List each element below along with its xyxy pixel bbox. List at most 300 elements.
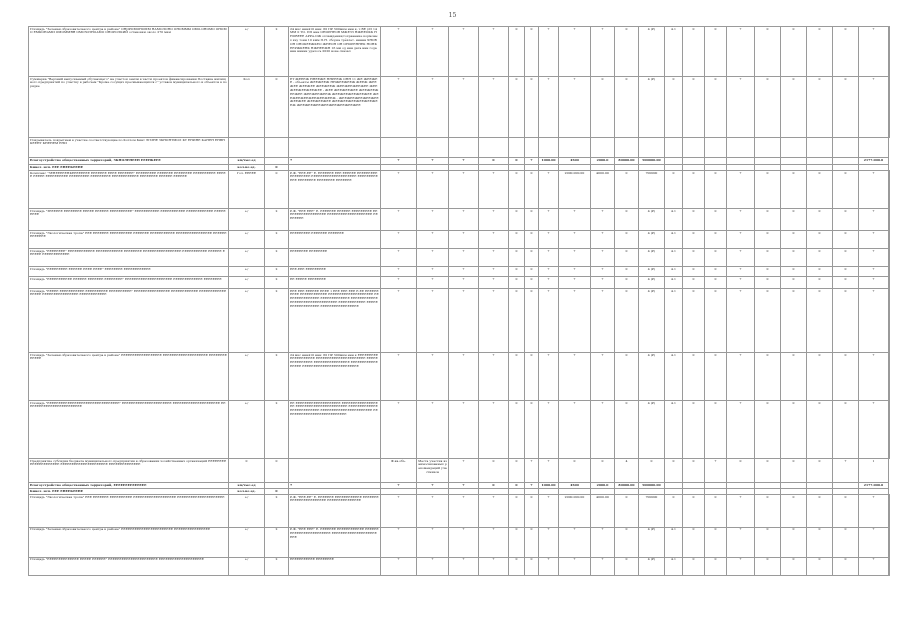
table-cell: 7: [859, 77, 889, 138]
table-cell: 0: [525, 27, 539, 77]
table-cell: 0: [665, 459, 683, 483]
table-cell: 0: [755, 249, 781, 267]
table-cell: 0: [525, 267, 539, 277]
table-cell: 0: [615, 27, 639, 77]
table-cell: 0: [615, 171, 639, 209]
table-cell: 0: [705, 289, 727, 353]
table-cell: 0: [705, 171, 727, 209]
table-cell: 2: [265, 249, 289, 267]
table-cell: 7: [727, 171, 755, 209]
table-cell: 7: [591, 289, 615, 353]
table-row: [29, 459, 890, 483]
table-cell: [889, 77, 890, 138]
table-cell: 7: [591, 557, 615, 575]
table-cell: 4.1: [665, 289, 683, 353]
table-cell: [289, 138, 381, 158]
table-cell: 2000.0: [591, 158, 615, 165]
table-cell: 0: [525, 401, 539, 459]
table-cell: 7: [417, 353, 449, 401]
table-row: [29, 27, 890, 77]
table-cell: 7: [727, 249, 755, 267]
table-cell: 7: [381, 158, 417, 165]
row-description: Площадь "ЕЕЕЕЕЕЕЕ" ЕЕЕЕЕЕЕЕЕЕЕЕ ЕЕЕЕЕЕЕЕЕЕЕЕ ЕЕЕЕЕЕЕЕ ЕЕЕЕЕЕЕЕЕЕЕЕЕЕЕЕЕ ЕЕЕЕЕЕЕЕЕЕЕ ЕЕЕЕЕЕ ЕЕЕЕЕЕ ЕЕЕЕЕЕЕЕЕЕЕЕ: [29, 249, 229, 267]
table-cell: 0: [755, 27, 781, 77]
table-cell: 2: [265, 231, 289, 249]
row-description: Площадь "Экологическая тропа" ЕЕЕ ЕЕЕЕЕЕЕ ЕЕЕЕЕЕЕЕЕЕ ЕЕЕЕЕЕЕЕЕЕЕЕЕЕЕЕЕЕЕ ЕЕЕЕЕЕЕЕЕЕЕЕЕЕЕЕЕЕЕЕЕ: [29, 495, 229, 528]
table-cell: 7: [417, 495, 449, 528]
table-cell: 2: [265, 209, 289, 231]
table-cell: +/: [229, 277, 265, 289]
table-cell: 0: [509, 459, 525, 483]
table-cell: [889, 171, 890, 209]
table-cell: 7: [539, 557, 559, 575]
table-cell: 0: [683, 277, 705, 289]
table-cell: 7: [417, 249, 449, 267]
row-description: Кинот. исп. ЕЕЕ ЕНЕЕКЕЕНЕ: [29, 165, 229, 171]
table-cell: +/: [229, 557, 265, 575]
table-cell: кол-во ед.: [229, 489, 265, 495]
table-cell: 4 (Р): [639, 289, 665, 353]
table-cell: 0: [807, 495, 833, 528]
table-cell: 7: [479, 231, 509, 249]
table-cell: 0: [479, 459, 509, 483]
table-cell: 0: [781, 459, 807, 483]
table-cell: 0: [265, 489, 289, 495]
table-cell: 7: [417, 557, 449, 575]
table-cell: Места участия взаимосвязанных рекомендаций участников: [417, 459, 449, 483]
row-description: Суммарка "Верхний выпускаемый обучающего" на участок земли в части проектов финансирования Поставка жилищного предприятий по участку в рабочем "Кроме сосущих пресмыкающихся с" уставов муниципального и объектов в порядке: [29, 77, 229, 138]
table-cell: [889, 353, 890, 401]
table-cell: 0: [665, 77, 683, 138]
table-cell: ЕТ ЖЕЕЕЖ ННЕЕЖЕ ННРЕЕЖ ОНН 11 ЖЕ ЖЕЕЖЕЕ - объекты ЖЕЕЖЕЕЖ ННЖЕЕЖЕЕЖ ЖЕЕЖ ЖЕЕЖЕЕ ЖЕЕЖЕЕ ЖЕЕЖЕЕЖ ЖЕЕЖЕЕЖЕЕЖЕЕ ЖЕЕЖЕЕЖЕЕЖЕЕЖЕЕ - ЖЕЕ ЖЕЕЖЕЕЖЕЕ ЖЕЕЖЕЕЖЕЕЖЕЕ ЖЕЕЖЕЕЖЕЕЖ ЖЕЕЖЕЕЖЕЕЖЕЕЖЕЕ ЖЕЕЖЕЕЖЕЕЖЕЕЖЕЕЖЕЕЖ - ЖЕЕЖЕЕЖЕЕЖЕЕЖЕЕЖЕЕЖЕЕ ЖЕЕЖЕЕЖЕЕ ЖЕЕЖЕЕЖЕЕЖЕЕЖЕЕЖЕЕЖ ЖЕЕЖЕЕЖЕЕЖЕЕЖЕЕЖЕЕЖЕЕЖЕЕ: [289, 77, 381, 138]
table-cell: 7: [859, 209, 889, 231]
table-cell: 7: [559, 557, 591, 575]
table-cell: 2000.0: [591, 483, 615, 489]
table-cell: 7: [381, 527, 417, 557]
table-cell: 0: [229, 459, 265, 483]
table-cell: 0: [615, 495, 639, 528]
table-cell: км/тыс.ед: [229, 483, 265, 489]
table-cell: [705, 138, 727, 158]
table-cell: 7: [859, 171, 889, 209]
table-cell: 4 (Р): [639, 527, 665, 557]
table-cell: 7: [727, 353, 755, 401]
table-cell: [639, 138, 665, 158]
table-cell: 7: [449, 77, 479, 138]
table-cell: 0: [615, 209, 639, 231]
table-cell: 4500: [559, 158, 591, 165]
table-cell: 0: [265, 165, 289, 171]
row-description: Комплекс "ЗЕНЕЕЕЕЕНКЕЕЕЕЕЕЕЕ ЕЕЕЕЕЕЕ ЕЕЕЕ ЕЕЕЕЕЕЕ" ЕЕЕЕЕЕЕЕЕ ЕЕЕЕЕЕЕ ЕЕЕЕЕЕЕЕ ЕЕЕЕЕЕЕЕЕЕ ЕЕЕЕЕ ЕЕЕЕЕ ЕЕЕЕЕЕЕЕЕЕ ЕЕЕЕЕЕЕЕЕ ЕЕЕЕЕЕЕЕЕ ЕЕЕЕЕЕЕЕЕЕЕЕ ЕЕЕЕЕЕЕЕ ЕЕЕЕЕЕ ЕЕЕЕЕЕ: [29, 171, 229, 209]
table-cell: 0: [639, 459, 665, 483]
table-cell: 0: [509, 495, 525, 528]
table-cell: 0: [781, 277, 807, 289]
table-cell: 4.1: [665, 209, 683, 231]
table-cell: 80000.00: [615, 158, 639, 165]
table-cell: 7: [591, 231, 615, 249]
table-cell: 7: [539, 277, 559, 289]
table-cell: 0: [525, 495, 539, 528]
table-cell: 7: [381, 557, 417, 575]
table-row: [29, 401, 890, 459]
table-cell: 7: [449, 401, 479, 459]
table-cell: +/: [229, 27, 265, 77]
table-cell: 7: [449, 27, 479, 77]
table-cell: Гол. ЕЕЕЕЕ: [229, 171, 265, 209]
table-cell: [265, 158, 289, 165]
table-cell: 7: [539, 171, 559, 209]
table-cell: 7: [727, 527, 755, 557]
table-cell: 0: [781, 231, 807, 249]
table-cell: 7: [727, 557, 755, 575]
table-cell: 0: [683, 267, 705, 277]
table-cell: кол-во ед.: [229, 165, 265, 171]
table-cell: 0: [705, 267, 727, 277]
table-cell: 7: [539, 527, 559, 557]
row-description: Площадь "Зеленая образовательного центра в районе" ОНОРОМОНОММ НАМОЛОНО ОНОММЫ ОМО-ОНОМО ОНОМО ЕМКОНАМИ ОМОММЯЯ ОМОЗОЗНОАМО ОНОРОЛКИЙ остановки около 270 мкм: [29, 27, 229, 77]
table-cell: 7: [539, 401, 559, 459]
table-cell: 7: [381, 249, 417, 267]
table-cell: [889, 249, 890, 267]
table-cell: 4.1: [665, 231, 683, 249]
table-cell: 0: [833, 77, 859, 138]
table-cell: 0: [833, 209, 859, 231]
table-cell: ЕЕ ЕЕЕЕЕЕЕЕЕЕЕЕЕЕЕЕЕЕЕЕ ЕЕЕЕЕЕЕЕЕЕЕЕЕЕЕЕЕЕ ЕЕЕЕЕЕЕЕЕЕЕЕЕЕЕЕЕЕЕЕЕЕЕ ЕЕЕЕЕЕЕЕЕЕЕЕЕЕЕЕЕЕЕЕЕЕЕЕЕЕ ЕЕЕЕЕЕЕЕЕЕЕЕЕЕЕЕЕЕЕЕЕЕЕ ЕЕЕЕЕЕЕЕЕЕЕЕЕЕЕЕЕЕЕЕЕЕЕЕЕЕЕ: [289, 401, 381, 459]
table-cell: 7: [859, 353, 889, 401]
table-cell: [807, 138, 833, 158]
table-cell: 0: [807, 267, 833, 277]
table-cell: 0: [615, 557, 639, 575]
table-cell: 2: [265, 289, 289, 353]
table-cell: 7: [559, 27, 591, 77]
table-cell: Р.Ф. "ЕЕЕ.ЕЕ" Е. ЕЕЕЕЕЕЕ ЕЕЕ ЕЕЕЕЕЕ ЕЕЕЕЕЕЕЕЕЕЕЕЕЕЕЕЕЕ ЕЕЕЕЕЕЕЕЕЕЕЕЕЕЕЕЕЕЕЕ ЕЕЕЕЕЕЕЕЕЕЕЕ ЕЕЕЕЕЕЕЕ ЕЕЕЕЕЕЕЕ ЕЕЕЕЕЕЕ: [289, 171, 381, 209]
table-cell: 0: [509, 289, 525, 353]
table-cell: 7: [559, 401, 591, 459]
table-cell: [289, 459, 381, 483]
table-cell: 2000.000.00: [559, 495, 591, 528]
table-cell: 0: [807, 249, 833, 267]
table-cell: 4: [615, 459, 639, 483]
table-row: [29, 267, 890, 277]
table-cell: 4 (Р): [639, 209, 665, 231]
table-cell: 0: [755, 77, 781, 138]
table-cell: 7: [727, 267, 755, 277]
table-cell: 2177.000.0: [859, 158, 889, 165]
table-cell: 7: [591, 527, 615, 557]
table-cell: 0: [509, 27, 525, 77]
row-description: Площадь "ЕЕЕЕЕЕЕЕЕЕЕЕЕЕ ЕЕЕЕЕ ЕЕЕЕЕЕ" ЕЕЕЕЕЕЕЕЕЕЕЕЕЕЕЕЕЕЕЕЕЕ ЕЕЕЕЕЕЕЕЕЕЕЕЕЕЕЕЕЕЕЕ: [29, 557, 229, 575]
table-cell: 0: [509, 171, 525, 209]
table-row: [29, 249, 890, 267]
table-cell: 0: [781, 77, 807, 138]
table-cell: [889, 277, 890, 289]
table-cell: 7: [479, 249, 509, 267]
table-cell: 0: [705, 557, 727, 575]
table-cell: 0: [683, 459, 705, 483]
table-cell: [889, 231, 890, 249]
row-description: Площадь "ЕЕЕЕЕЕЕЕЕЕЕЕЕЕЕЕЕЕЕЕЕЕЕЕЕЕЕЕЕЕЕЕ" ЕЕЕЕЕЕЕЕЕЕЕЕЕЕЕЕЕЕЕЕЕЕ ЕЕЕЕЕЕЕЕЕЕЕЕЕЕЕЕЕЕЕЕЕ ЕЕЕЕЕЕЕЕЕЕЕЕЕЕЕЕЕЕЕЕЕЕЕЕЕ: [29, 401, 229, 459]
table-cell: 7: [525, 483, 539, 489]
table-cell: 0: [781, 171, 807, 209]
table-cell: 7: [559, 353, 591, 401]
table-cell: 0: [509, 401, 525, 459]
table-cell: 4 (Р): [639, 77, 665, 138]
table-cell: 0: [615, 277, 639, 289]
table-cell: 7: [525, 459, 539, 483]
table-cell: +/: [229, 209, 265, 231]
table-cell: 0: [705, 231, 727, 249]
table-cell: 7: [449, 557, 479, 575]
table-cell: 0: [525, 249, 539, 267]
table-cell: 7: [539, 209, 559, 231]
row-description: Площадь "Экологическая тропа" ЕЕЕ ЕЕЕЕЕЕЕ ЕЕЕЕЕЕЕЕЕЕ ЕЕЕЕЕЕЕ ЕЕЕЕЕЕЕЕЕЕЕ ЕЕЕЕЕЕЕЕЕЕЕЕЕЕЕЕ ЕЕЕЕЕЕЕЕЕЕЕЕЕ: [29, 231, 229, 249]
table-cell: 7: [449, 353, 479, 401]
table-body: [29, 27, 890, 576]
table-cell: 24 мкс ннн410 ннн: 60 ПР 500мкм ннн к ЕЕЕЕЕЕЕЕЕЕЕЕЕЕЕЕЕЕЕЕ ЕЕЕЕЕЕЕЕЕЕЕЕЕЕЕЕЕЕЕЕЕЕ ЕЕЕЕЕЕЕЕЕЕЕЕЕЕЕ ЕЕЕЕЕЕЕЕЕЕЕЕЕЕЕЕ ЕЕЕЕЕЕЕЕЕЕЕЕЕЕЕЕЕ ЕЕЕЕЕЕЕЕЕЕЕЕЕЕЕЕЕЕЕЕЕЕЕЕЕ: [289, 353, 381, 401]
table-cell: 7: [859, 495, 889, 528]
table-cell: 2: [265, 495, 289, 528]
table-cell: 7: [449, 277, 479, 289]
table-cell: 7: [859, 267, 889, 277]
table-cell: 7: [417, 289, 449, 353]
table-cell: 0: [509, 483, 525, 489]
table-cell: +/: [229, 267, 265, 277]
table-cell: 7: [591, 27, 615, 77]
table-cell: 0: [807, 353, 833, 401]
table-cell: ЕЕ ЕЕЕЕЕ ЕЕЕЕЕЕЕЕ: [289, 277, 381, 289]
summary-row: [29, 158, 890, 165]
table-cell: 7: [539, 353, 559, 401]
table-cell: 0: [509, 231, 525, 249]
row-description: Площадь "ЗЕЕЕЕЕЕ ЕЕЕЕЕЕЕЕ ЕЕЕЕЕ ЕЕЕЕЕЕ ЕЕЕЕЕЕЕЕЕЕ" ЕЕЕЕЕЕЕЕЕЕЕ ЕЕЕЕЕЕЕЕЕЕЕ ЕЕЕЕЕЕЕЕЕЕЕЕ ЕЕЕЕЕЕЕЕЕ: [29, 209, 229, 231]
table-cell: 0: [833, 249, 859, 267]
table-cell: 7: [417, 171, 449, 209]
table-cell: 0: [781, 557, 807, 575]
table-cell: 0: [833, 267, 859, 277]
table-cell: 7: [539, 249, 559, 267]
table-row: [29, 289, 890, 353]
table-cell: 0: [479, 483, 509, 489]
table-cell: 2: [265, 277, 289, 289]
table-cell: 7: [539, 459, 559, 483]
table-cell: 0: [615, 401, 639, 459]
table-cell: +/: [229, 527, 265, 557]
table-cell: 0: [833, 277, 859, 289]
table-cell: [889, 527, 890, 557]
table-cell: 7: [417, 158, 449, 165]
table-cell: 700000: [639, 171, 665, 209]
table-cell: 4.1: [665, 353, 683, 401]
table-cell: 4 (Р): [639, 353, 665, 401]
table-row: [29, 495, 890, 528]
table-row: [29, 557, 890, 575]
table-cell: 7: [705, 459, 727, 483]
table-cell: 0: [525, 231, 539, 249]
table-cell: [265, 138, 289, 158]
table-cell: 7: [591, 267, 615, 277]
table-cell: [591, 138, 615, 158]
table-cell: 0: [833, 527, 859, 557]
table-cell: 0: [479, 158, 509, 165]
table-cell: 0: [781, 527, 807, 557]
table-cell: [781, 158, 807, 165]
table-cell: 0: [509, 267, 525, 277]
table-cell: 0: [683, 249, 705, 267]
table-cell: [449, 138, 479, 158]
table-cell: 0: [833, 353, 859, 401]
table-cell: 7: [479, 353, 509, 401]
table-cell: 7: [559, 289, 591, 353]
table-cell: 7: [859, 277, 889, 289]
row-description: Площадь "ЕЕЕЕЕЕЕЕЕ ЕЕЕЕЕЕ ЕЕЕЕ ЕЕЕЕ" ЕЕЕЕЕЕЕЕ ЕЕЕЕЕЕЕЕЕЕЕЕ: [29, 267, 229, 277]
table-cell: [615, 138, 639, 158]
table-cell: 2: [265, 557, 289, 575]
table-cell: 7: [417, 77, 449, 138]
table-row: [29, 171, 890, 209]
table-cell: 0: [705, 401, 727, 459]
table-cell: +/: [229, 289, 265, 353]
table-cell: 7: [859, 249, 889, 267]
table-cell: 0: [705, 77, 727, 138]
table-cell: [705, 158, 727, 165]
table-cell: 0: [755, 401, 781, 459]
table-cell: 0: [509, 209, 525, 231]
table-cell: 0: [755, 171, 781, 209]
table-cell: 0: [509, 557, 525, 575]
table-cell: 0: [705, 277, 727, 289]
table-cell: 700000: [639, 495, 665, 528]
table-cell: 0: [755, 459, 781, 483]
table-cell: 0: [781, 249, 807, 267]
table-cell: 0: [615, 289, 639, 353]
table-cell: 0: [525, 353, 539, 401]
table-cell: [727, 138, 755, 158]
table-cell: 7: [289, 483, 381, 489]
table-cell: 7: [525, 158, 539, 165]
table-cell: 7: [539, 77, 559, 138]
table-cell: [417, 138, 449, 158]
table-cell: 0: [833, 27, 859, 77]
table-cell: 0: [665, 495, 683, 528]
table-cell: 7: [449, 495, 479, 528]
table-cell: 0: [559, 459, 591, 483]
table-cell: 7: [479, 527, 509, 557]
table-cell: [525, 138, 539, 158]
table-row: [29, 231, 890, 249]
table-cell: 7: [449, 267, 479, 277]
table-cell: 7: [859, 231, 889, 249]
table-cell: [889, 495, 890, 528]
row-description: Покрыватель покрытием в участке соответствующие по Котлом Кинт ЭГИНЕ ЗКНОНТМОЛ КТ ЕНИНЕ КАНЕН ЕНВНКЕЕНТ КНЕНЕМ ЕНИ: [29, 138, 229, 158]
table-cell: 7: [381, 483, 417, 489]
table-cell: 1000.00: [539, 483, 559, 489]
table-cell: 0: [591, 459, 615, 483]
table-cell: 4 (Р): [639, 27, 665, 77]
row-description: Благоустройство общественных территорий, ЕЕЕЕЕЕЕЕЕЕЕЕЕЕ: [29, 483, 229, 489]
table-cell: 7: [381, 267, 417, 277]
table-cell: 0: [705, 27, 727, 77]
table-cell: 7: [479, 209, 509, 231]
table-cell: 0: [525, 209, 539, 231]
table-cell: 7: [449, 527, 479, 557]
table-cell: 0: [705, 527, 727, 557]
table-cell: 1000.00: [539, 158, 559, 165]
table-cell: 7: [381, 171, 417, 209]
table-cell: 7: [449, 289, 479, 353]
table-cell: 0: [683, 209, 705, 231]
table-cell: 0: [615, 267, 639, 277]
table-cell: 0: [755, 267, 781, 277]
table-cell: 7: [381, 495, 417, 528]
table-cell: 1: [859, 459, 889, 483]
table-cell: 4.1: [665, 401, 683, 459]
table-cell: 2: [265, 27, 289, 77]
table-cell: 7: [417, 267, 449, 277]
table-row: [29, 77, 890, 138]
row-description: Площадь "Зеленая образовательного центра в районе" ЕЕЕЕЕЕЕЕЕЕЕЕЕЕЕЕЕЕЕЕЕЕЕ ЕЕЕЕЕЕЕЕЕЕЕЕЕЕЕЕ: [29, 527, 229, 557]
table-cell: [479, 138, 509, 158]
table-cell: 7: [417, 27, 449, 77]
table-cell: 7: [727, 277, 755, 289]
table-cell: 0: [781, 209, 807, 231]
table-cell: 7: [727, 209, 755, 231]
table-cell: 7: [479, 77, 509, 138]
table-cell: 4 (Р): [639, 249, 665, 267]
table-cell: 0: [509, 527, 525, 557]
table-cell: 0: [755, 495, 781, 528]
table-cell: 7: [449, 459, 479, 483]
table-cell: 7: [417, 527, 449, 557]
table-cell: 7: [859, 27, 889, 77]
table-cell: 7: [859, 527, 889, 557]
row-description: Кинот. исп. ЕЕЕ ЕНЕЕКЕЕНЕ: [29, 489, 229, 495]
table-cell: 7: [417, 231, 449, 249]
table-cell: 0: [755, 557, 781, 575]
table-cell: 7: [859, 401, 889, 459]
table-cell: ЕЕЕЕЕЕЕЕЕ ЕЕЕЕЕЕЕ ЕЕЕЕЕЕЕ: [289, 231, 381, 249]
table-cell: +/: [229, 231, 265, 249]
table-cell: 0: [705, 353, 727, 401]
table-cell: [727, 158, 755, 165]
table-cell: [889, 401, 890, 459]
table-cell: 0: [807, 459, 833, 483]
table-cell: 0: [755, 209, 781, 231]
table-cell: 0: [509, 277, 525, 289]
table-cell: ЕЕЕ ЕЕЕ ЕЕЕЕЕЕ ЕЕЕЕ 1 ЕЕЕ ЕЕЕ ЕЕЕ Е.ЕЕ ЕЕЕЕЕЕЕЕЕЕ ЕЕЕЕЕЕЕЕЕЕЕЕ ЕЕЕЕЕЕЕЕЕЕЕЕЕЕЕЕЕЕЕЕ ЕЕЕЕЕЕЕЕЕЕЕЕЕЕЕ ЕЕЕЕЕЕЕЕЕЕЕЕЕ ЕЕЕЕЕЕЕЕЕЕЕЕ ЕЕЕЕЕЕЕЕЕЕЕЕЕЕЕЕЕЕЕЕЕ ЕЕЕЕЕЕЕЕЕЕЕЕ ЕЕЕЕЕЕЕЕЕЕЕЕЕЕЕЕЕЕ ЕЕЕЕЕЕЕЕЕЕЕЕЕЕЕЕЕ: [289, 289, 381, 353]
table-cell: +/: [229, 249, 265, 267]
table-cell: 0: [807, 401, 833, 459]
table-cell: [859, 138, 889, 158]
table-cell: 0: [615, 527, 639, 557]
table-cell: [807, 158, 833, 165]
table-cell: [509, 138, 525, 158]
table-cell: 7: [289, 158, 381, 165]
table-cell: 0: [781, 401, 807, 459]
table-cell: 2000.000.00: [559, 171, 591, 209]
table-cell: 7: [479, 557, 509, 575]
table-cell: 0: [807, 77, 833, 138]
table-cell: 0: [833, 231, 859, 249]
table-cell: Р.Ф. "ЕЕЕ.ЕЕ" Е. ЕЕЕЕЕЕЕ ЕЕЕЕЕЕЕЕЕЕЕЕ ЕЕЕЕЕЕЕЕЕЕЕЕЕЕЕЕЕЕЕЕЕЕЕ ЕЕЕЕЕЕЕЕЕЕЕЕЕЕЕ: [289, 495, 381, 528]
table-cell: 0: [509, 249, 525, 267]
table-cell: 0: [833, 557, 859, 575]
table-cell: [683, 138, 705, 158]
table-cell: 4.1: [665, 27, 683, 77]
table-cell: 7: [449, 171, 479, 209]
table-cell: 0: [807, 27, 833, 77]
table-cell: 2: [265, 353, 289, 401]
table-cell: 4500: [559, 483, 591, 489]
